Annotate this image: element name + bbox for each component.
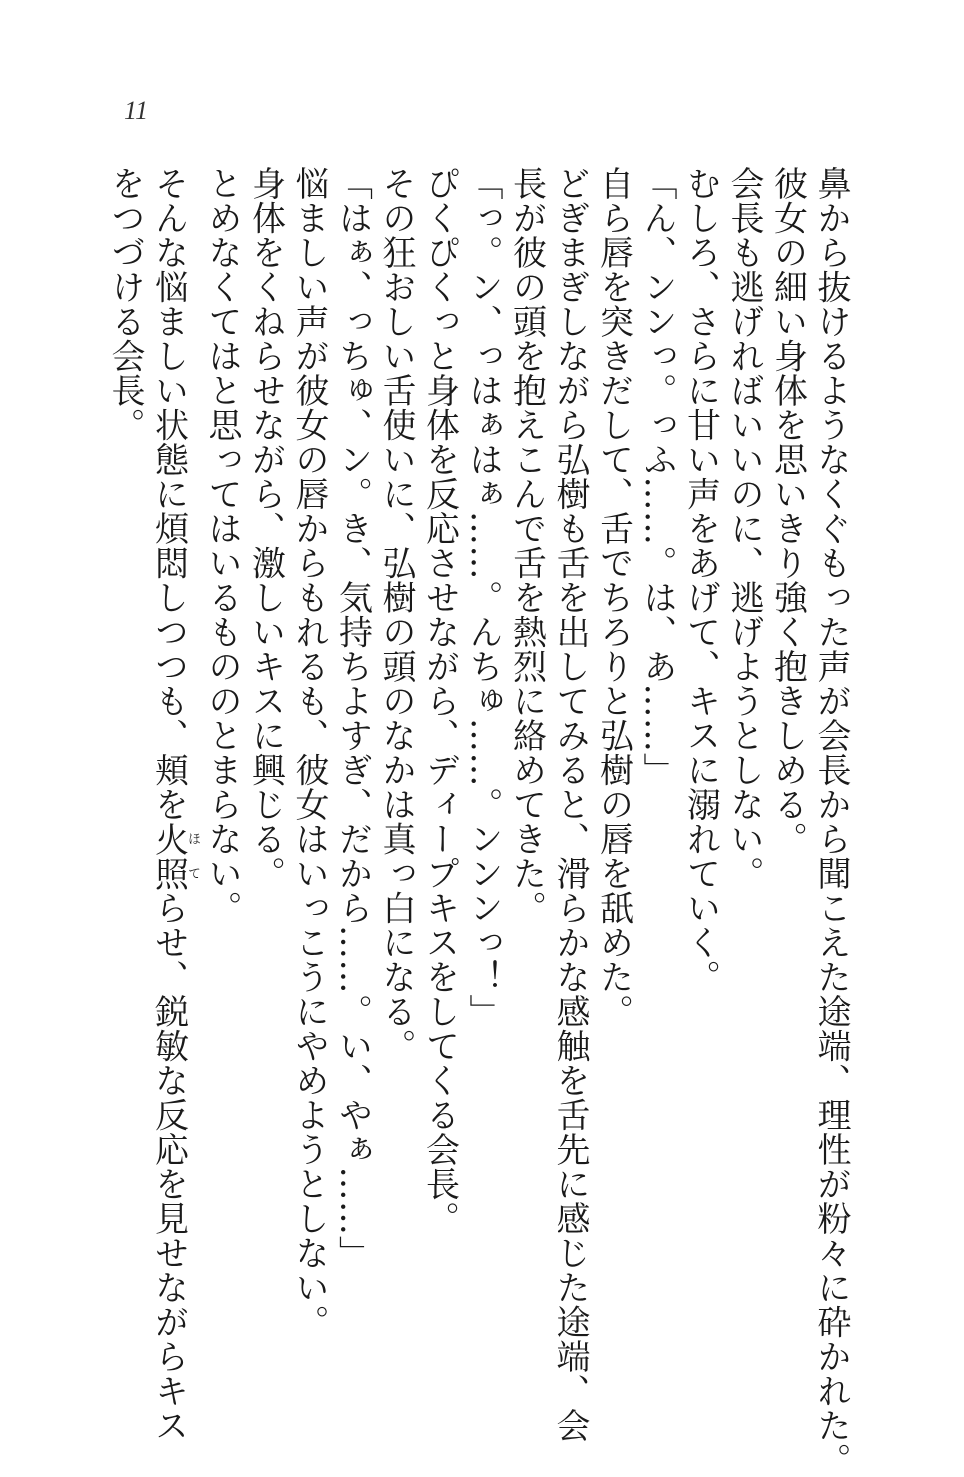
text-line: 悩ましい声が彼女の唇からもれるも、彼女はいっこうにやめようとしない。 [289, 166, 329, 1339]
text-line: 自ら唇を突きだして、舌でちろりと弘樹の唇を舐めた。 [593, 166, 634, 1029]
text-line: とめなくてはと思ってはいるもののとまらない。 [202, 166, 242, 925]
text-line: をつづける会長。 [105, 166, 145, 442]
body-text [103, 166, 853, 1477]
text-line: ぴくぴくっと身体を反応させながら、ディープキスをしてくる会長。 [419, 166, 460, 1236]
text-line-with-ruby [146, 166, 200, 1443]
ruby-base: 火照 [148, 821, 189, 891]
text-line: 会長も逃げればいいのに、逃げようとしない。 [724, 166, 764, 891]
ruby-word [148, 821, 200, 891]
text-line: 鼻から抜けるようなくぐもった声が会長から聞こえた途端、理性が粉々に砕かれた。 [811, 166, 851, 1477]
text-line: 彼女の細い身体を思いきり強く抱きしめる。 [767, 166, 808, 856]
dialogue-line: 「っ。ン、っはぁはぁ……。んちゅ……。ンンンっ！」 [463, 166, 503, 1029]
ruby-reading: ほて [185, 821, 200, 891]
text-line: その狂おしい舌使いに、弘樹の頭のなかは真っ白になる。 [376, 166, 416, 1063]
dialogue-line: 「ん、ンンっ。っふ……。は、あ……」 [637, 166, 677, 787]
page-number: 11 [124, 96, 149, 125]
dialogue-line: 「はぁ、っちゅ、ン。き、気持ちよすぎ、だから……。い、やぁ……」 [332, 166, 373, 1270]
text-segment: そんな悩ましい状態に煩悶しつつも、頬を [148, 166, 189, 822]
text-line: むしろ、さらに甘い声をあげて、キスに溺れていく。 [680, 166, 721, 994]
text-line: どぎまぎしながら弘樹も舌を出してみると、滑らかな感触を舌先に感じた途端、会 [550, 166, 590, 1443]
text-line: 長が彼の頭を抱えこんで舌を熱烈に絡めてきた。 [506, 166, 547, 925]
text-line: 身体をくねらせながら、激しいキスに興じる。 [245, 166, 286, 891]
text-segment: らせ、鋭敏な反応を見せながらキス [148, 890, 189, 1443]
